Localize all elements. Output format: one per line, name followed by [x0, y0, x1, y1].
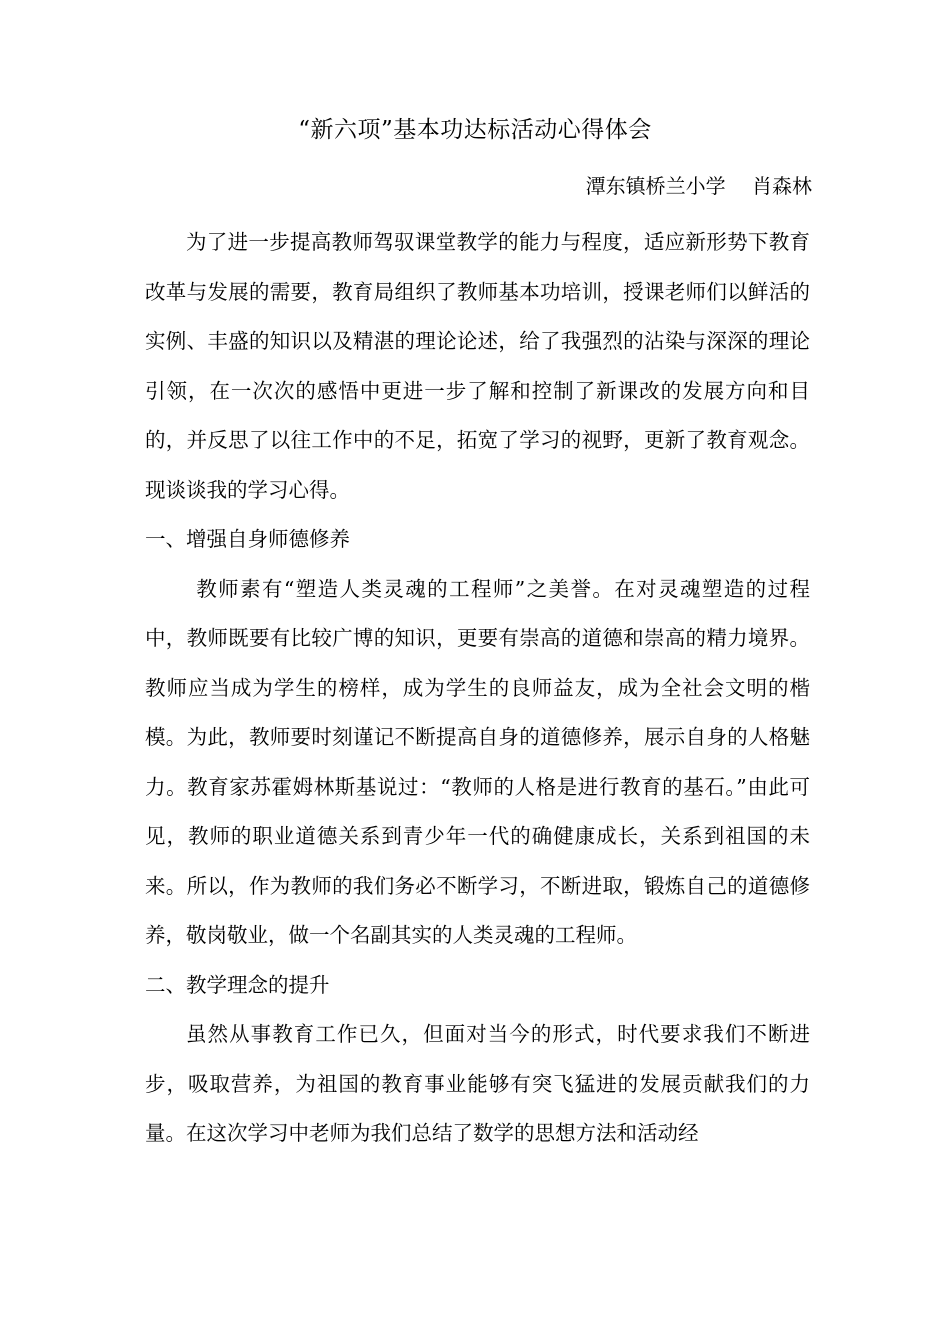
document-title: “新六项”基本功达标活动心得体会 — [298, 117, 652, 143]
section-1-paragraph: 教师素有“塑造人类灵魂的工程师”之美誉。在对灵魂塑造的过程中，教师既要有比较广博的知识，更要有崇高的道德和崇高的精力境界。教师应当成为学生的榜样，成为学生的良师益友，成为全社会文明的楷模。为此，教师要时刻谨记不断提高自身的道德修养，展示自身的人格魅力。教育家苏霍姆林斯基说过：“教师的人格是进行教育的基石。”由此可见，教师的职业道德关系到青少年一代的确健康成长，关系到祖国的未来。所以，作为教师的我们务必不断学习，不断进取，锻炼自己的道德修养，敬岗敬业，做一个名副其实的人类灵魂的工程师。 — [145, 576, 810, 947]
section-heading-2: 二、教学理念的提升 — [145, 972, 330, 997]
section-heading-1: 一、增强自身师德修养 — [145, 527, 350, 551]
document-body — [145, 218, 810, 1159]
intro-paragraph: 为了进一步提高教师驾驭课堂教学的能力与程度，适应新形势下教育改革与发展的需要，教育局组织了教师基本功培训，授课老师们以鲜活的实例、丰盛的知识以及精湛的理论论述，给了我强烈的沾染与深深的理论引领，在一次次的感悟中更进一步了解和控制了新课改的发展方向和目的，并反思了以往工作中的不足，拓宽了学习的视野，更新了教育观念。现谈谈我的学习心得。 — [145, 230, 810, 502]
section-2-paragraph: 虽然从事教育工作已久，但面对当今的形式，时代要求我们不断进步，吸取营养，为祖国的教育事业能够有突飞猛进的发展贡献我们的力量。在这次学习中老师为我们总结了数学的思想方法和活动经 — [145, 1022, 810, 1145]
author-line: 潭东镇桥兰小学 肖森林 — [585, 174, 812, 198]
